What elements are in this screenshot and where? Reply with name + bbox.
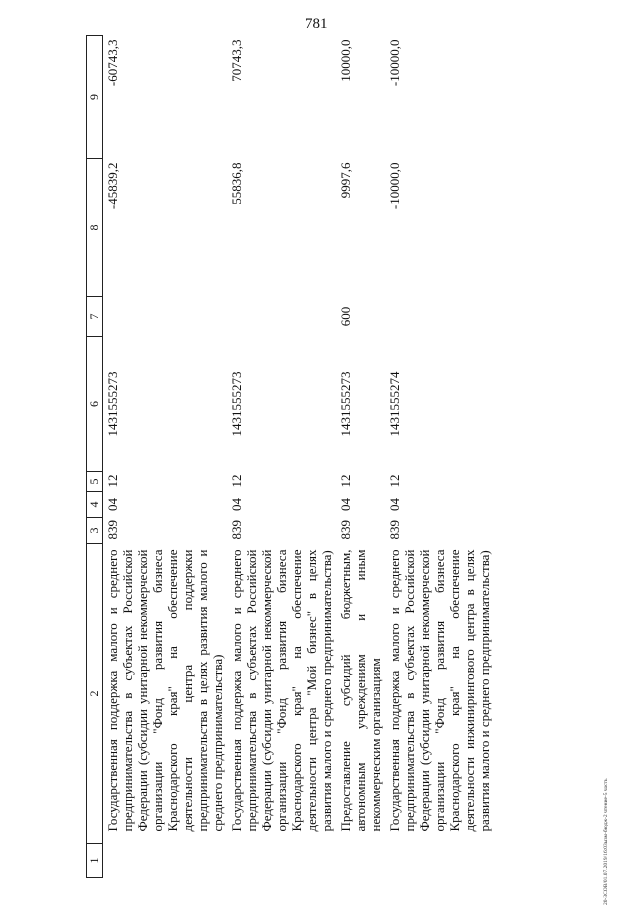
amount-col-8: 9997,6 (338, 162, 353, 199)
column-number: 1 (87, 844, 103, 878)
column-number-row (87, 36, 103, 878)
subsection-code: 12 (229, 474, 244, 488)
budget-table (86, 35, 494, 878)
section-code: 04 (229, 498, 244, 511)
row-name: Государственная поддержка малого и среднего предпринимательства в субъектах Российской Федерации (субсидии унитарной некоммерческой организации "Фонд развития бизнеса Краснодарского края" на обеспечение деятельности центра поддержки предпринимательства в целях развития малого и среднего предпринимательства) (105, 549, 225, 832)
section-code: 04 (338, 498, 353, 511)
amount-col-9: 10000,0 (338, 39, 353, 82)
row-index-cell (227, 844, 336, 878)
amount-col-9: -60743,3 (105, 39, 120, 87)
subsection-code: 12 (387, 474, 402, 488)
ministry-code: 839 (229, 520, 244, 540)
subsection-code: 12 (338, 474, 353, 488)
row-name: Предоставление субсидий бюджетным, автономным учреждениям и иным некоммерческим организациям (338, 549, 383, 832)
table-row (227, 36, 336, 878)
target-article-code: 1431555273 (105, 371, 120, 437)
row-index-cell (103, 844, 228, 878)
table-row (385, 36, 494, 878)
column-number: 6 (87, 337, 103, 472)
ministry-code: 839 (105, 520, 120, 540)
amount-col-8: -10000,0 (387, 162, 402, 210)
column-number: 3 (87, 518, 103, 544)
ministry-code: 839 (387, 520, 402, 540)
row-index-cell (385, 844, 494, 878)
column-number: 9 (87, 36, 103, 159)
target-article-code: 1431555274 (387, 371, 402, 437)
expense-type-code (103, 297, 228, 337)
table-row (336, 36, 385, 878)
target-article-code: 1431555273 (229, 371, 244, 437)
column-number: 5 (87, 472, 103, 492)
column-number: 7 (87, 297, 103, 337)
amount-col-8: 55836,8 (229, 162, 244, 205)
ministry-code: 839 (338, 520, 353, 540)
section-code: 04 (387, 498, 402, 511)
row-name: Государственная поддержка малого и среднего предпринимательства в субъектах Российской Федерации (субсидии унитарной некоммерческой организации "Фонд развития бизнеса Краснодарского края" на обеспечение деятельности инжинирингового центра в целях развития малого и среднего предпринимательства) (387, 549, 492, 832)
expense-type-code: 600 (338, 306, 353, 327)
section-code: 04 (105, 498, 120, 511)
column-number: 8 (87, 159, 103, 297)
table-row (103, 36, 228, 878)
expense-type-code (385, 297, 494, 337)
amount-col-9: -10000,0 (387, 39, 402, 87)
page-number: 781 (305, 16, 328, 32)
amount-col-9: 70743,3 (229, 39, 244, 82)
amount-col-8: -45839,2 (105, 162, 120, 210)
expense-type-code (227, 297, 336, 337)
row-index-cell (336, 844, 385, 878)
row-name: Государственная поддержка малого и среднего предпринимательства в субъектах Российской Федерации (субсидии унитарной некоммерческой организации "Фонд развития бизнеса Краснодарского края" на обеспечение деятельности центра "Мой бизнес" в целях развития малого и среднего предпринимательства) (229, 549, 334, 832)
rotated-table-container (86, 36, 606, 878)
target-article-code: 1431555273 (338, 371, 353, 437)
column-number: 4 (87, 492, 103, 518)
subsection-code: 12 (105, 474, 120, 488)
column-number: 2 (87, 544, 103, 844)
document-side-note: 20-3СОВ/01.07.2019/16:03ызм-бюдж-2 чтение-5 часть (603, 778, 609, 905)
